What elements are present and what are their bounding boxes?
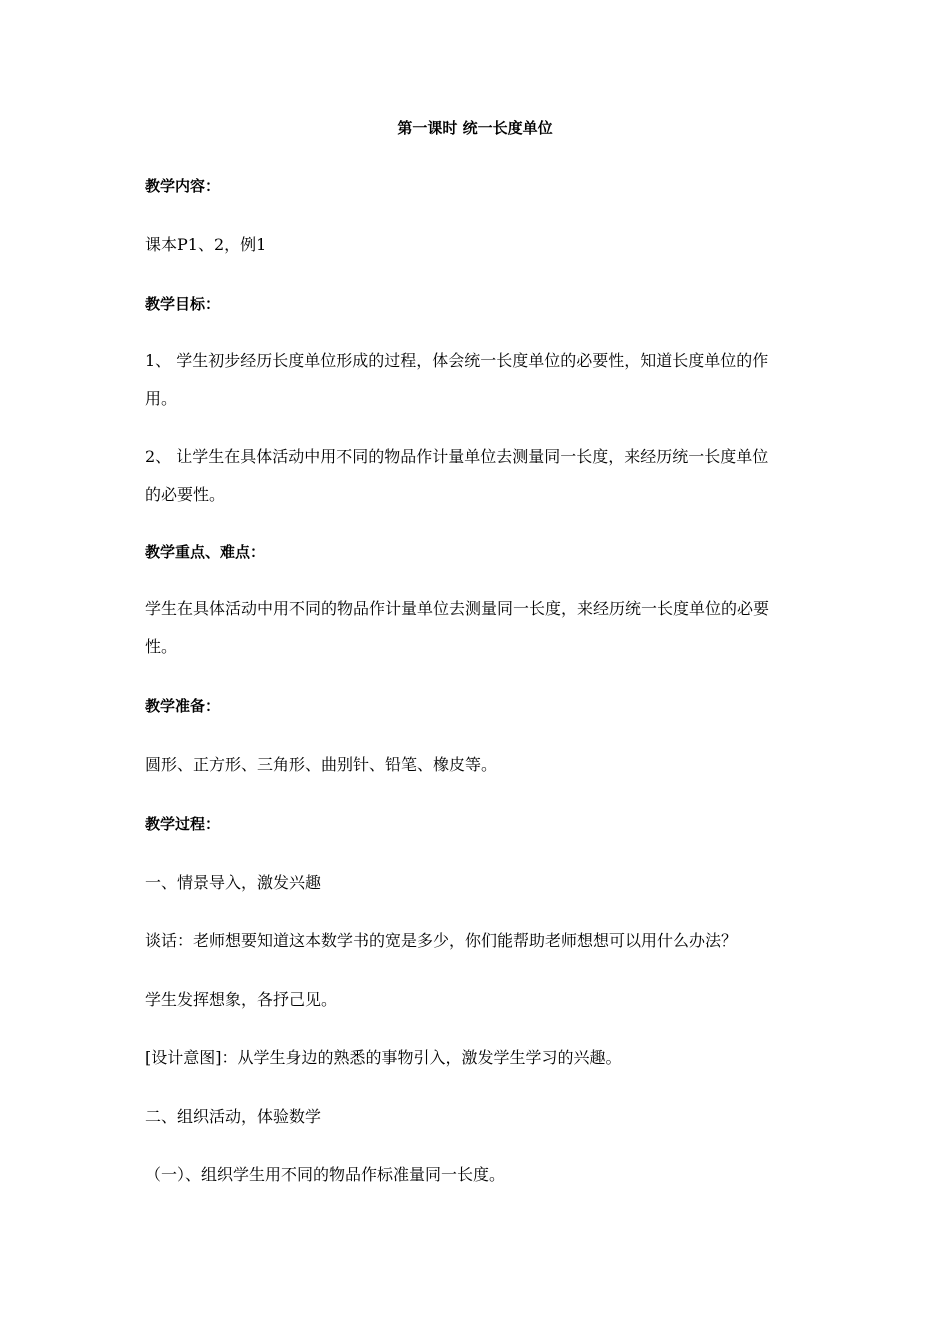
goals-heading: 教学目标：	[145, 295, 221, 313]
keypoints-line-1: 学生在具体活动中用不同的物品作计量单位去测量同一长度，来经历统一长度单位的必要	[145, 599, 770, 618]
step-1-talk: 谈话：老师想要知道这本数学书的宽是多少，你们能帮助老师想想可以用什么办法？	[145, 931, 738, 950]
step-2-heading: 二、组织活动，体验数学	[145, 1107, 322, 1126]
goal-1-line-2: 用。	[145, 389, 178, 408]
goal-1	[145, 351, 805, 409]
keypoints-line-2: 性。	[145, 637, 178, 656]
keypoints-heading: 教学重点、难点：	[145, 543, 266, 561]
goal-1-line-1: 1、 学生初步经历长度单位形成的过程，体会统一长度单位的必要性，知道长度单位的作	[145, 351, 769, 370]
goal-2-line-1: 2、 让学生在具体活动中用不同的物品作计量单位去测量同一长度，来经历统一长度单位	[145, 447, 769, 466]
step-2-subsection-1: （一）、组织学生用不同的物品作标准量同一长度。	[145, 1165, 506, 1184]
prep-text: 圆形、正方形、三角形、曲别针、铅笔、橡皮等。	[145, 755, 498, 774]
step-1-students: 学生发挥想象，各抒己见。	[145, 990, 338, 1009]
process-heading: 教学过程：	[145, 815, 221, 833]
content-heading: 教学内容：	[145, 177, 221, 195]
page-title: 第一课时 统一长度单位	[397, 119, 553, 137]
content-text: 课本P1、2，例1	[145, 235, 267, 254]
goal-2	[145, 447, 805, 505]
prep-heading: 教学准备：	[145, 697, 221, 715]
step-1-heading: 一、情景导入，激发兴趣	[145, 873, 322, 892]
step-1-design-note: [设计意图]：从学生身边的熟悉的事物引入，激发学生学习的兴趣。	[145, 1048, 622, 1067]
keypoints-text	[145, 599, 805, 657]
goal-2-line-2: 的必要性。	[145, 485, 226, 504]
